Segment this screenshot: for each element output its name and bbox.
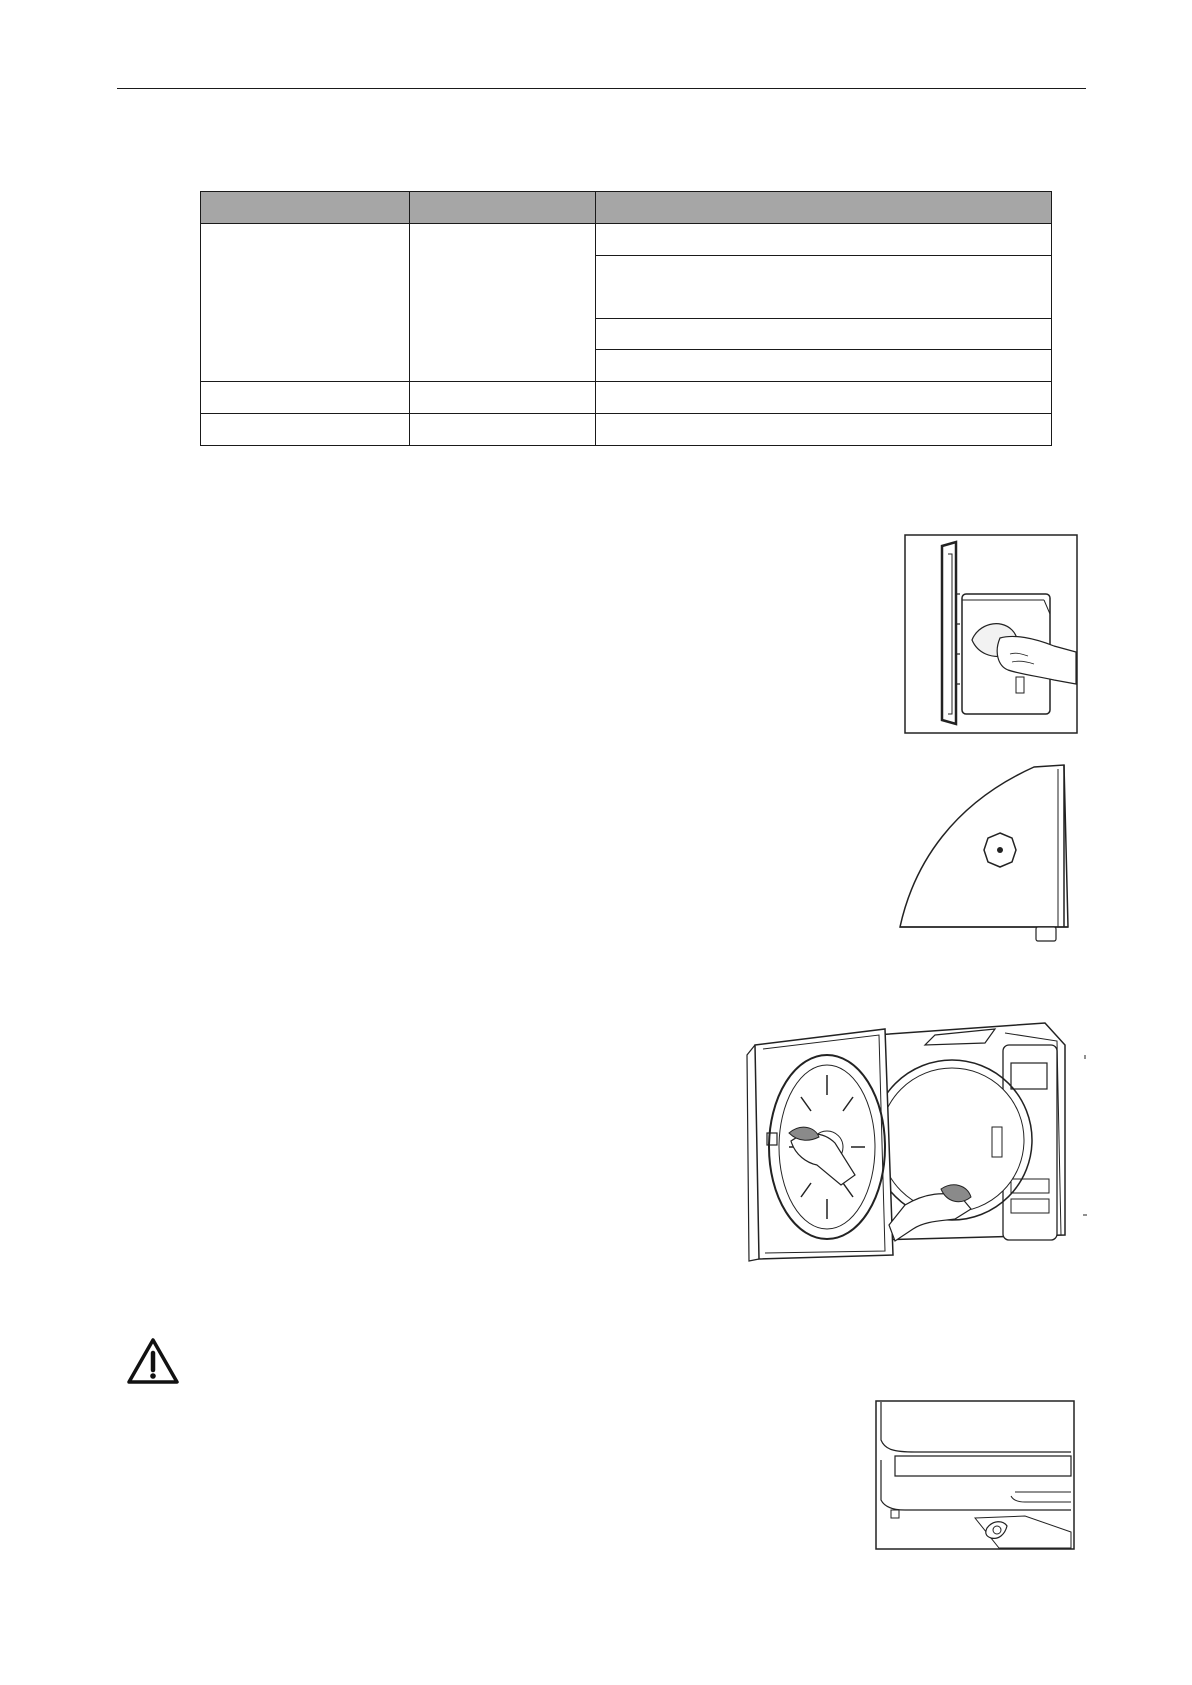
table-cell <box>596 414 1052 446</box>
table-cell <box>410 224 596 382</box>
table-cell <box>596 224 1052 256</box>
table-cell <box>201 224 410 382</box>
chamber-wiping-figure <box>745 1015 1115 1265</box>
warning-triangle-icon <box>126 1337 180 1385</box>
table-cell <box>596 319 1052 350</box>
safety-valve-figure <box>894 763 1080 953</box>
table-row <box>201 224 1052 256</box>
table-cell <box>596 382 1052 414</box>
door-seal-cleaning-illustration <box>904 534 1078 734</box>
table-header-cell <box>410 192 596 224</box>
table-cell <box>201 414 410 446</box>
safety-valve-illustration <box>894 763 1080 953</box>
header-rule <box>117 88 1086 89</box>
table-cell <box>410 414 596 446</box>
table-row <box>201 414 1052 446</box>
table-row <box>201 382 1052 414</box>
table-header-row <box>201 192 1052 224</box>
table-cell <box>596 256 1052 319</box>
table-header-cell <box>596 192 1052 224</box>
drain-valve-figure <box>875 1400 1075 1550</box>
table-cell <box>410 382 596 414</box>
table-cell <box>201 382 410 414</box>
drain-valve-illustration <box>875 1400 1075 1550</box>
table-header-cell <box>201 192 410 224</box>
table-cell <box>596 350 1052 382</box>
maintenance-table <box>200 191 1052 446</box>
chamber-wiping-illustration <box>745 1015 1115 1265</box>
door-seal-cleaning-figure <box>904 534 1078 734</box>
